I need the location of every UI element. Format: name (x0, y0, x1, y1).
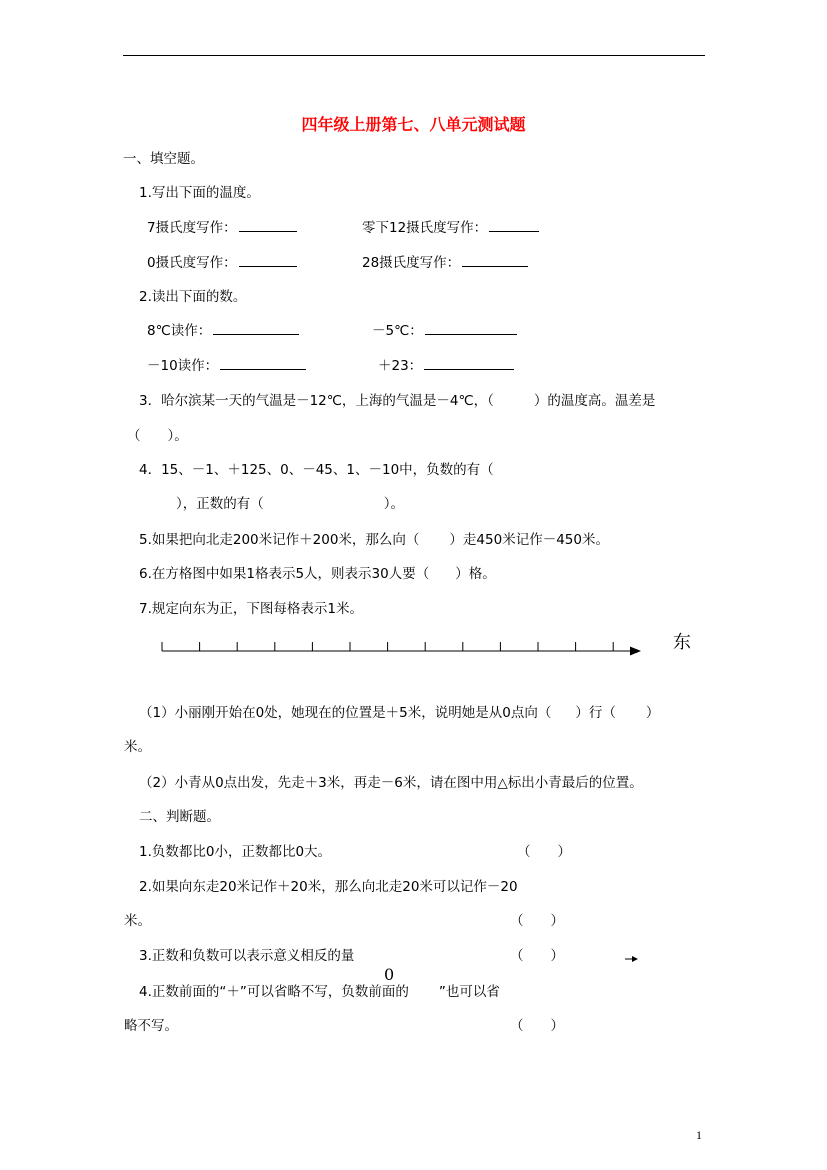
answer-blank[interactable] (220, 357, 306, 370)
q2-b-label: －5℃： (372, 323, 423, 339)
page-number: 1 (696, 1128, 702, 1142)
answer-blank[interactable] (489, 219, 539, 232)
q3-line2: （ ）。 (127, 428, 188, 444)
j4-text-b: ”也可以省 (438, 984, 500, 1000)
arrow-head-icon (630, 647, 641, 656)
q4-line2-a: ），正数的有（ (176, 496, 264, 512)
q6-a: 6.在方格图中如果1格表示5人，则表示30人要（ (139, 566, 430, 582)
q1-b-label: 零下12摄氏度写作： (362, 220, 488, 236)
q2-a-label: 8℃读作： (147, 323, 212, 339)
q1-d (362, 254, 528, 272)
q1-stem: 1.写出下面的温度。 (139, 185, 260, 201)
q2-d-label: ＋23： (378, 358, 423, 374)
q5 (139, 531, 609, 549)
answer-blank[interactable] (239, 219, 297, 232)
q6 (139, 565, 496, 583)
q3-line1-a: 3．哈尔滨某一天的气温是－12℃，上海的气温是－4℃，（ (139, 393, 494, 409)
q7-sub1-a: （1）小丽刚开始在0处，她现在的位置是＋5米，说明她是从0点向（ (139, 705, 552, 721)
j2-line2: 米。 (124, 913, 151, 929)
q2-d (378, 357, 514, 375)
q4-line1: 4．15、－1、＋125、0、－45、1、－10中，负数的有（ (139, 462, 494, 478)
q1-c-label: 0摄氏度写作： (147, 255, 237, 271)
j4-line1 (139, 983, 500, 1001)
q3-line1-b: ）的温度高。温差是 (533, 393, 656, 409)
q5-a: 5.如果把向北走200米记作＋200米，那么向（ (139, 532, 420, 548)
east-label: 东 (673, 632, 691, 653)
j1-text: 1.负数都比0小，正数都比0大。 (139, 844, 332, 860)
answer-blank[interactable] (239, 254, 297, 267)
small-arrow-icon (624, 954, 640, 964)
q5-b: ）走450米记作－450米。 (449, 532, 609, 548)
q7-sub1 (139, 704, 659, 722)
q7-sub2: （2）小青从0点出发，先走＋3米，再走－6米，请在图中用△标出小青最后的位置。 (139, 775, 643, 791)
number-line[interactable] (155, 630, 650, 665)
q7-sub1-b: ）行（ (575, 705, 616, 721)
j1-paren[interactable]: （ ） (517, 844, 571, 860)
q6-b: ）格。 (455, 566, 496, 582)
j4-text-a: 4.正数前面的“＋”可以省略不写，负数前面的 (139, 984, 409, 1000)
q1-a-label: 7摄氏度写作： (147, 220, 237, 236)
answer-blank[interactable] (425, 322, 517, 335)
q1-d-label: 28摄氏度写作： (362, 255, 461, 271)
q7-stem: 7.规定向东为正，下图每格表示1米。 (139, 601, 363, 617)
zero-label: 0 (384, 965, 395, 984)
q2-a (147, 322, 299, 340)
page-title: 四年级上册第七、八单元测试题 (301, 115, 526, 134)
j3-paren[interactable]: （ ） (510, 948, 564, 964)
q4-line2-b: ）。 (383, 496, 404, 512)
section-2-heading: 二、判断题。 (139, 809, 220, 825)
j4-line2: 略不写。 (124, 1018, 178, 1034)
q2-b (372, 322, 517, 340)
number-line-ticks (162, 642, 613, 651)
section-1-heading: 一、填空题。 (123, 151, 204, 167)
q4-line2 (176, 495, 404, 513)
q3-line1 (139, 392, 655, 410)
j4-paren[interactable]: （ ） (510, 1018, 564, 1034)
q1-a (147, 219, 297, 237)
j2-line1: 2.如果向东走20米记作＋20米，那么向北走20米可以记作－20 (139, 879, 518, 895)
answer-blank[interactable] (462, 254, 528, 267)
answer-blank[interactable] (213, 322, 299, 335)
q2-c-label: －10读作： (147, 358, 219, 374)
q2-c (147, 357, 306, 375)
answer-blank[interactable] (424, 357, 514, 370)
q2-stem: 2.读出下面的数。 (139, 289, 247, 305)
q7-sub1-line2: 米。 (124, 739, 151, 755)
q1-b (362, 219, 539, 237)
header-rule (123, 55, 705, 56)
q7-sub1-c: ） (645, 705, 660, 721)
j3-text: 3.正数和负数可以表示意义相反的量 (139, 948, 355, 964)
j2-paren[interactable]: （ ） (510, 913, 564, 929)
q1-c (147, 254, 297, 272)
